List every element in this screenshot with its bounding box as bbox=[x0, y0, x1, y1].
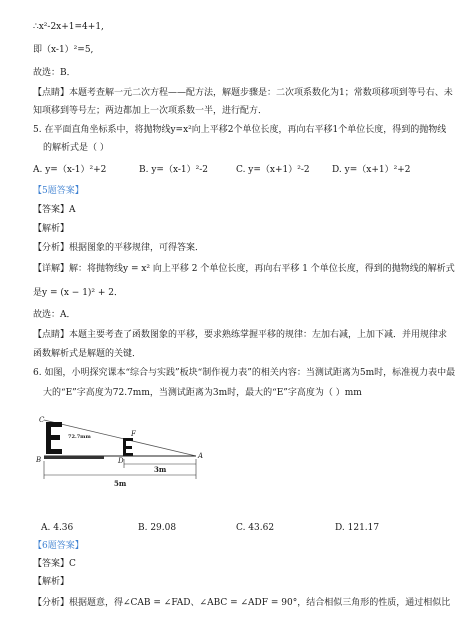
detailed-solution: 是y = (x − 1)² + 2． bbox=[33, 288, 124, 298]
text-line: 即（x-1）²=5, bbox=[33, 45, 94, 55]
text-line: 的解析式是（ ） bbox=[43, 143, 109, 153]
detailed-solution: 【详解】解：将抛物线y = x² 向上平移 2 个单位长度，再向右平移 1 个单位长度，得到的抛物线的解析式 bbox=[33, 264, 455, 274]
answer: 【答案】C bbox=[33, 559, 76, 569]
analysis: 【分析】根据题意，得∠CAB = ∠FAD、∠ABC = ∠ADF = 90°，结合相似三角形的性质，通过相似比 bbox=[33, 598, 451, 608]
analysis-header: 【解析】 bbox=[33, 577, 70, 587]
option-c: C. 43.62 bbox=[236, 523, 275, 533]
label-72-7mm: 72.7mm bbox=[68, 434, 91, 440]
question-5: 5. 在平面直角坐标系中，将抛物线y=x²向上平移2个单位长度，再向右平移1个单位长度，得到的抛物线 bbox=[33, 125, 447, 135]
text-line: 知项移到等号左；两边都加上一次项系数一半，进行配方． bbox=[33, 106, 268, 116]
eye-chart-diagram bbox=[36, 416, 206, 506]
label-b: B bbox=[36, 456, 42, 464]
line-ca bbox=[44, 420, 196, 456]
label-a: A bbox=[198, 452, 204, 460]
label-3m: 3m bbox=[154, 465, 167, 474]
text-line: 大的“E”字高度为72.7mm，当测试距离为3m时，最大的“E”字高度为（ ）mm bbox=[43, 388, 362, 398]
label-f: F bbox=[131, 430, 136, 438]
comment: 函数解析式是解题的关键． bbox=[33, 349, 142, 359]
text-line: 故选：B． bbox=[33, 68, 76, 78]
text-line: 故选：A． bbox=[33, 310, 76, 320]
text-line: ∴x²-2x+1=4+1, bbox=[33, 22, 104, 32]
option-b: B. y=（x-1）²-2 bbox=[139, 165, 209, 175]
label-d: D bbox=[118, 457, 124, 465]
text-line: 【点睛】本题考查解一元二次方程——配方法，解题步骤是：二次项系数化为1；常数项移项到等号右、未 bbox=[33, 88, 453, 98]
answer: 【答案】A bbox=[33, 205, 76, 215]
option-a: A. y=（x-1）²+2 bbox=[33, 165, 107, 175]
small-e-glyph bbox=[123, 438, 133, 456]
option-d: D. y=（x+1）²+2 bbox=[332, 165, 411, 175]
question-6: 6. 如图，小明探究课本“综合与实践”板块“制作视力表”的相关内容：当测试距离为5m时，标准视力表中最 bbox=[33, 368, 456, 378]
option-c: C. y=（x+1）²-2 bbox=[236, 165, 310, 175]
option-d: D. 121.17 bbox=[335, 523, 380, 533]
large-e-glyph bbox=[46, 422, 62, 454]
answer-header: 【6题答案】 bbox=[33, 541, 84, 551]
comment: 【点睛】本题主要考查了函数图象的平移，要求熟练掌握平移的规律：左加右减，上加下减．并用规律求 bbox=[33, 330, 448, 340]
label-c: C bbox=[39, 416, 45, 424]
analysis-header: 【解析】 bbox=[33, 224, 70, 234]
answer-header: 【5题答案】 bbox=[33, 186, 84, 196]
label-5m: 5m bbox=[114, 479, 127, 488]
analysis: 【分析】根据图象的平移规律，可得答案． bbox=[33, 243, 205, 253]
option-b: B. 29.08 bbox=[138, 523, 177, 533]
option-a: A. 4.36 bbox=[41, 523, 74, 533]
bar-base bbox=[44, 456, 104, 459]
